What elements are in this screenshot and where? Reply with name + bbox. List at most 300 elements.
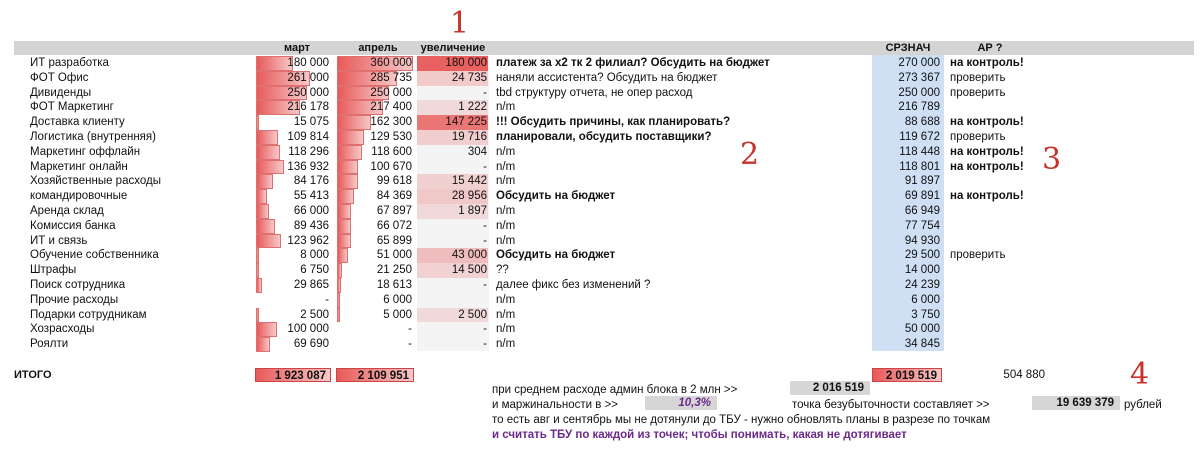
comment-text: n/m — [496, 308, 516, 321]
row-label — [30, 174, 250, 189]
increase-value-text: 2 500 — [458, 308, 487, 321]
april-value-text: 66 072 — [376, 219, 412, 232]
ar-status — [950, 115, 1070, 130]
increase-value — [417, 115, 487, 130]
increase-value — [417, 71, 487, 86]
mart-value-text: 69 690 — [293, 338, 329, 351]
total-srznach: 2 019 519 — [872, 368, 942, 382]
increase-value-text: - — [483, 219, 487, 232]
mart-value-text: 123 962 — [287, 234, 329, 247]
row-label-text: Маркетинг онлайн — [30, 160, 128, 173]
comment — [496, 145, 876, 160]
mart-value-text: 15 075 — [293, 116, 329, 129]
srznach-value-text: 77 754 — [904, 219, 940, 232]
srznach-value — [872, 278, 940, 293]
comment — [496, 293, 876, 308]
comment — [496, 337, 876, 352]
mart-value-text: 6 750 — [300, 264, 329, 277]
row-label — [30, 308, 250, 323]
increase-value-text: - — [483, 234, 487, 247]
ar-status — [950, 56, 1070, 71]
ar-status — [950, 71, 1070, 86]
total-april: 2 109 951 — [336, 368, 414, 382]
ar-status — [950, 204, 1070, 219]
table-row — [0, 322, 1200, 337]
srznach-value-text: 91 897 — [904, 175, 940, 188]
marker-4: 4 — [1130, 357, 1150, 392]
table-row — [0, 56, 1200, 71]
comment-text: n/m — [496, 338, 516, 351]
increase-value — [417, 204, 487, 219]
row-label — [30, 278, 250, 293]
table-row — [0, 189, 1200, 204]
col-header-srznach: СРЗНАЧ — [885, 42, 931, 54]
srznach-value — [872, 56, 940, 71]
increase-value — [417, 263, 487, 278]
comment-text: n/m — [496, 234, 516, 247]
table-row — [0, 248, 1200, 263]
increase-value — [417, 189, 487, 204]
row-label — [30, 130, 250, 145]
table-row — [0, 234, 1200, 249]
row-label-text: Штрафы — [30, 264, 77, 277]
mart-value — [255, 71, 329, 86]
increase-value — [417, 160, 487, 175]
ar-status — [950, 308, 1070, 323]
srznach-value-text: 66 949 — [904, 205, 940, 217]
april-value — [336, 115, 412, 130]
mart-value-text: 216 178 — [287, 101, 329, 114]
row-label — [30, 204, 250, 219]
mart-value — [255, 322, 329, 337]
table-row — [0, 86, 1200, 101]
srznach-value-text: 270 000 — [898, 57, 940, 69]
row-label — [30, 86, 250, 101]
increase-value — [417, 86, 487, 101]
mart-value — [255, 100, 329, 115]
mart-value — [255, 115, 329, 130]
srznach-value-text: 273 367 — [898, 71, 940, 84]
ar-status — [950, 189, 1070, 204]
increase-value — [417, 56, 487, 71]
increase-value — [417, 308, 487, 323]
mart-value — [255, 308, 329, 323]
srznach-value — [872, 174, 940, 189]
increase-value-text: - — [483, 338, 487, 351]
note-margin: и маржинальности в >> — [492, 399, 619, 411]
mart-value-text: 250 000 — [287, 86, 329, 99]
table-row — [0, 130, 1200, 145]
comment-text: наняли ассистента? Обсудить на бюджет — [496, 71, 718, 84]
comment-text: n/m — [496, 293, 516, 306]
increase-value-text: 19 716 — [451, 131, 487, 143]
mart-value — [255, 145, 329, 160]
comment-text: n/m — [496, 145, 516, 158]
comment — [496, 100, 876, 115]
increase-value-text: 43 000 — [451, 249, 487, 262]
mart-value — [255, 160, 329, 175]
marker-2: 2 — [740, 137, 760, 172]
srznach-value-text: 118 448 — [899, 145, 940, 158]
increase-value — [417, 100, 487, 115]
april-value — [336, 100, 412, 115]
note-conclusion: то есть авг и сентябрь мы не дотянули до ТБУ - нужно обновлять планы в разрезе по точкам — [492, 414, 991, 426]
ar-status — [950, 174, 1070, 189]
total-mart: 1 923 087 — [255, 368, 331, 382]
row-label — [30, 189, 250, 204]
mart-value — [255, 189, 329, 204]
comment-text: Обсудить на бюджет — [496, 190, 616, 203]
srznach-value — [872, 234, 940, 249]
row-label — [30, 100, 250, 115]
april-value — [336, 189, 412, 204]
row-label — [30, 322, 250, 337]
mart-value — [255, 86, 329, 101]
mart-value — [255, 174, 329, 189]
srznach-value — [872, 204, 940, 219]
increase-value-text: - — [483, 86, 487, 99]
increase-value-text: - — [483, 279, 487, 291]
comment-text: платеж за х2 тк 2 филиал? Обсудить на бюджет — [496, 57, 770, 69]
ar-status — [950, 86, 1070, 101]
srznach-value-text: 14 000 — [904, 264, 940, 277]
srznach-value-text: 118 801 — [899, 160, 940, 173]
mart-value — [255, 130, 329, 145]
srznach-value-text: 50 000 — [904, 323, 940, 336]
row-label-text: ФОТ Офис — [30, 71, 89, 84]
ar-status-text: проверить — [950, 71, 1006, 84]
note-breakeven-value: 19 639 379 — [1032, 396, 1120, 410]
april-value-text: 84 369 — [376, 190, 412, 203]
row-label-text: ИТ и связь — [30, 234, 88, 247]
table-row — [0, 293, 1200, 308]
comment — [496, 263, 876, 278]
comment — [496, 322, 876, 337]
mart-value-text: 84 176 — [293, 175, 329, 188]
col-header-mart: март — [283, 42, 311, 54]
comment — [496, 219, 876, 234]
april-value-text: 250 000 — [370, 86, 412, 99]
note-breakeven-unit: рублей — [1124, 399, 1162, 411]
mart-value — [255, 337, 329, 352]
april-value — [336, 86, 412, 101]
table-row — [0, 219, 1200, 234]
srznach-value — [872, 71, 940, 86]
row-label-text: Логистика (внутренняя) — [30, 131, 156, 143]
comment-text: далее фикс без изменений ? — [496, 279, 651, 291]
increase-value-text: 304 — [467, 145, 487, 158]
comment-text: tbd структуру отчета, не опер расход — [496, 86, 693, 99]
comment-text: n/m — [496, 219, 516, 232]
mart-value-text: 29 865 — [293, 279, 329, 291]
april-value — [336, 71, 412, 86]
srznach-value — [872, 100, 940, 115]
increase-value — [417, 145, 487, 160]
april-value — [336, 278, 412, 293]
table-row — [0, 174, 1200, 189]
row-label-text: Хозрасходы — [30, 323, 95, 336]
srznach-value — [872, 308, 940, 323]
comment — [496, 56, 876, 71]
srznach-value — [872, 145, 940, 160]
mart-value — [255, 56, 329, 71]
comment-text: Обсудить на бюджет — [496, 249, 616, 262]
srznach-value-text: 29 500 — [904, 249, 940, 262]
srznach-value-text: 88 688 — [904, 116, 940, 129]
april-value — [336, 337, 412, 352]
marker-1: 1 — [450, 6, 470, 41]
mart-value-text: 66 000 — [293, 205, 329, 217]
table-row — [0, 115, 1200, 130]
comment — [496, 86, 876, 101]
table-row — [0, 71, 1200, 86]
ar-status — [950, 234, 1070, 249]
mart-value-text: 8 000 — [300, 249, 329, 262]
increase-value — [417, 337, 487, 352]
comment — [496, 130, 876, 145]
note-margin-value: 10,3% — [645, 396, 717, 410]
increase-value-text: 180 000 — [445, 57, 487, 69]
table-row — [0, 145, 1200, 160]
april-value-text: 285 735 — [370, 71, 412, 84]
ar-status-text: на контроль! — [950, 116, 1024, 129]
mart-value-text: 261 000 — [287, 71, 329, 84]
increase-value — [417, 219, 487, 234]
comment — [496, 248, 876, 263]
mart-value-text: 118 296 — [288, 145, 329, 158]
ar-status — [950, 278, 1070, 293]
april-value-text: 21 250 — [376, 264, 412, 277]
srznach-value-text: 34 845 — [904, 338, 940, 351]
comment — [496, 174, 876, 189]
april-value-text: 67 897 — [376, 205, 412, 217]
srznach-value-text: 250 000 — [898, 86, 940, 99]
srznach-value — [872, 130, 940, 145]
april-value — [336, 130, 412, 145]
comment — [496, 115, 876, 130]
ar-status-text: на контроль! — [950, 160, 1024, 173]
ar-status — [950, 130, 1070, 145]
srznach-value-text: 3 750 — [911, 308, 940, 321]
increase-value — [417, 278, 487, 293]
srznach-value — [872, 160, 940, 175]
mart-value-text: 55 413 — [293, 190, 329, 203]
mart-value — [255, 248, 329, 263]
increase-value-text: 1 222 — [458, 101, 487, 114]
srznach-value — [872, 263, 940, 278]
comment-text: n/m — [496, 160, 516, 173]
april-value — [336, 219, 412, 234]
april-value — [336, 160, 412, 175]
april-value — [336, 145, 412, 160]
increase-value — [417, 130, 487, 145]
comment-text: n/m — [496, 205, 516, 217]
ar-status — [950, 322, 1070, 337]
row-label — [30, 71, 250, 86]
comment-text: ?? — [496, 264, 509, 277]
april-value — [336, 248, 412, 263]
april-value-text: 6 000 — [383, 293, 412, 306]
srznach-value — [872, 189, 940, 204]
increase-value — [417, 248, 487, 263]
increase-value-text: 147 225 — [445, 116, 487, 129]
table-row — [0, 308, 1200, 323]
april-value-text: 65 899 — [376, 234, 412, 247]
srznach-value-text: 24 239 — [904, 279, 940, 291]
increase-value — [417, 293, 487, 308]
row-label-text: ФОТ Маркетинг — [30, 101, 114, 114]
srznach-value — [872, 248, 940, 263]
col-header-april: апрель — [358, 42, 398, 54]
mart-value-text: 100 000 — [287, 323, 329, 336]
comment-text: n/m — [496, 101, 516, 114]
comment — [496, 234, 876, 249]
april-value — [336, 234, 412, 249]
row-label — [30, 145, 250, 160]
april-value — [336, 293, 412, 308]
row-label-text: Хозяйственные расходы — [30, 175, 161, 188]
row-label-text: Поиск сотрудника — [30, 279, 126, 291]
april-value-text: 162 300 — [370, 116, 412, 129]
april-value-text: 360 000 — [370, 57, 412, 69]
col-header-increase: увеличение — [420, 42, 486, 54]
note-admin-expense: при среднем расходе админ блока в 2 млн >> — [492, 384, 738, 396]
april-value — [336, 204, 412, 219]
row-label-text: Дивиденды — [30, 86, 92, 99]
row-label-text: Подарки сотрудникам — [30, 308, 147, 321]
comment — [496, 204, 876, 219]
april-value — [336, 308, 412, 323]
srznach-value-text: 216 789 — [898, 101, 940, 114]
comment — [496, 160, 876, 175]
note-action: и считать ТБУ по каждой из точек; чтобы понимать, какая не дотягивает — [492, 429, 907, 441]
mart-value-text: 109 814 — [287, 131, 329, 143]
mart-value — [255, 234, 329, 249]
april-value-text: 129 530 — [370, 131, 412, 143]
comment — [496, 189, 876, 204]
srznach-value — [872, 337, 940, 352]
april-value-text: 118 600 — [371, 145, 412, 158]
row-label — [30, 293, 250, 308]
april-value-text: 51 000 — [376, 249, 412, 262]
april-value-text: 100 670 — [370, 160, 412, 173]
row-label — [30, 160, 250, 175]
row-label-text: Маркетинг оффлайн — [30, 145, 141, 158]
ar-status — [950, 100, 1070, 115]
ar-status — [950, 293, 1070, 308]
table-row — [0, 278, 1200, 293]
comment — [496, 71, 876, 86]
ar-status-text: проверить — [950, 249, 1006, 262]
april-value — [336, 322, 412, 337]
row-label — [30, 219, 250, 234]
srznach-value-text: 94 930 — [904, 234, 940, 247]
row-label-text: Обучение собственника — [30, 249, 159, 262]
increase-value — [417, 234, 487, 249]
mart-value — [255, 219, 329, 234]
table-row — [0, 337, 1200, 352]
col-header-ar: АР ? — [977, 42, 1003, 54]
row-label — [30, 56, 250, 71]
row-label — [30, 115, 250, 130]
ar-status-text: на контроль! — [950, 190, 1024, 203]
total-row — [0, 368, 1200, 382]
comment-text: n/m — [496, 323, 516, 336]
april-value-text: - — [408, 323, 412, 336]
april-value-text: 5 000 — [383, 308, 412, 321]
row-label — [30, 248, 250, 263]
ar-status — [950, 145, 1070, 160]
comment — [496, 308, 876, 323]
row-label-text: ИТ разработка — [30, 57, 109, 69]
table-row — [0, 160, 1200, 175]
comment-text: !!! Обсудить причины, как планировать? — [496, 116, 731, 129]
mart-value — [255, 278, 329, 293]
ar-status — [950, 263, 1070, 278]
increase-value-text: 15 442 — [451, 175, 487, 188]
srznach-value — [872, 293, 940, 308]
comment-text: планировали, обсудить поставщики? — [496, 131, 712, 143]
mart-value — [255, 204, 329, 219]
total-label: ИТОГО — [14, 369, 52, 381]
increase-value — [417, 322, 487, 337]
ar-status-text: на контроль! — [950, 145, 1024, 158]
ar-status-text: на контроль! — [950, 57, 1024, 69]
april-value-text: - — [408, 338, 412, 351]
ar-status — [950, 337, 1070, 352]
mart-value — [255, 263, 329, 278]
row-label — [30, 263, 250, 278]
mart-value-text: 89 436 — [293, 219, 329, 232]
row-label — [30, 234, 250, 249]
april-value-text: 217 400 — [370, 101, 412, 114]
srznach-value-text: 119 672 — [899, 131, 940, 143]
total-extra: 504 880 — [1003, 369, 1045, 381]
row-label-text: Прочие расходы — [30, 293, 119, 306]
increase-value-text: 24 735 — [451, 71, 487, 84]
increase-value-text: - — [483, 323, 487, 336]
increase-value-text: 28 956 — [451, 190, 487, 203]
srznach-value — [872, 115, 940, 130]
srznach-value — [872, 86, 940, 101]
comment — [496, 278, 876, 293]
mart-value-text: 136 932 — [287, 160, 329, 173]
table-row — [0, 204, 1200, 219]
table-row — [0, 100, 1200, 115]
ar-status-text: проверить — [950, 131, 1006, 143]
april-value — [336, 56, 412, 71]
increase-value-text: - — [483, 160, 487, 173]
row-label-text: Доставка клиенту — [30, 116, 125, 129]
increase-value-text: 14 500 — [451, 264, 487, 277]
row-label-text: командировочные — [30, 190, 128, 203]
ar-status — [950, 160, 1070, 175]
april-value-text: 99 618 — [376, 175, 412, 188]
ar-status — [950, 248, 1070, 263]
mart-value-text: - — [325, 293, 329, 306]
increase-value — [417, 174, 487, 189]
row-label — [30, 337, 250, 352]
mart-value-text: 180 000 — [287, 57, 329, 69]
srznach-value — [872, 322, 940, 337]
row-label-text: Комиссия банка — [30, 219, 116, 232]
note-admin-expense-value: 2 016 519 — [790, 381, 870, 395]
mart-value-text: 2 500 — [300, 308, 329, 321]
srznach-value — [872, 219, 940, 234]
srznach-value-text: 6 000 — [911, 293, 940, 306]
april-value — [336, 263, 412, 278]
row-label-text: Аренда склад — [30, 205, 104, 217]
